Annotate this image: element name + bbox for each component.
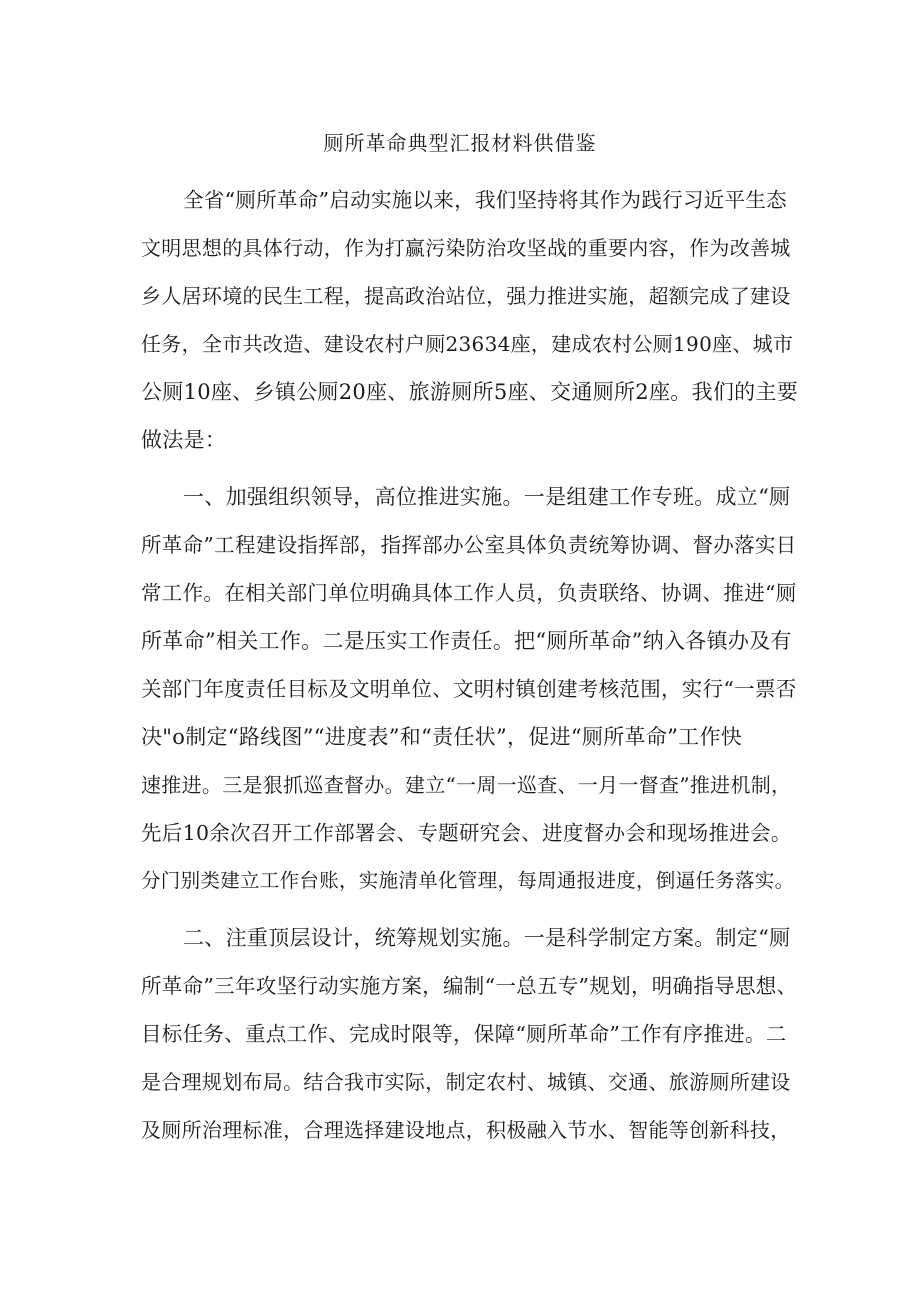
paragraph-1-line-4: 任务，全市共改造、建设农村户厕23634座，建成农村公厕190座、城市 — [141, 332, 794, 356]
paragraph-2-line-2: 所革命”工程建设指挥部，指挥部办公室具体负责统筹协调、督办落实日 — [141, 533, 797, 557]
paragraph-2-line-1: 一、加强组织领导，高位推进实施。一是组建工作专班。成立“厕 — [183, 485, 791, 509]
paragraph-2-line-9: 分门别类建立工作台账，实施清单化管理，每周通报进度，倒逼任务落实。 — [141, 869, 795, 892]
paragraph-3-line-2: 所革命”三年攻坚行动实施方案，编制“一总五专”规划，明确指导思想、 — [141, 974, 798, 998]
paragraph-2-line-8: 先后10余次召开工作部署会、专题研究会、进度督办会和现场推进会。 — [141, 821, 792, 845]
paragraph-2-line-7: 速推进。三是狠抓巡查督办。建立“一周一巡查、一月一督查”推进机制， — [141, 773, 792, 797]
paragraph-3-line-3: 目标任务、重点工作、完成时限等，保障“厕所革命”工作有序推进。二 — [141, 1022, 787, 1046]
paragraph-1-line-1: 全省“厕所革命”启动实施以来，我们坚持将其作为践行习近平生态 — [183, 188, 787, 212]
paragraph-2-line-4: 所革命”相关工作。二是压实工作责任。把“厕所革命”纳入各镇办及有 — [141, 629, 792, 653]
paragraph-1-line-6: 做法是： — [141, 428, 227, 452]
paragraph-2-line-5: 关部门年度责任目标及文明单位、文明村镇创建考核范围，实行“一票否 — [141, 677, 797, 701]
paragraph-1-line-2: 文明思想的具体行动，作为打赢污染防治攻坚战的重要内容，作为改善城 — [141, 236, 791, 260]
paragraph-1-line-5: 公厕10座、乡镇公厕20座、旅游厕所5座、交通厕所2座。我们的主要 — [141, 380, 799, 404]
paragraph-3-line-5: 及厕所治理标准，合理选择建设地点，积极融入节水、智能等创新科技， — [141, 1118, 791, 1142]
paragraph-3-line-1: 二、注重顶层设计，统筹规划实施。一是科学制定方案。制定“厕 — [183, 926, 791, 950]
paragraph-2-line-3: 常工作。在相关部门单位明确具体工作人员，负责联络、协调、推进“厕 — [141, 581, 797, 605]
paragraph-1-line-3: 乡人居环境的民生工程，提高政治站位，强力推进实施，超额完成了建设 — [141, 284, 791, 308]
paragraph-3-line-4: 是合理规划布局。结合我市实际，制定农村、城镇、交通、旅游厕所建设 — [141, 1070, 791, 1094]
paragraph-2-line-6: 决"o制定“路线图”“进度表”和“责任状”，促进“厕所革命”工作快 — [141, 725, 743, 749]
document-title: 厕所革命典型汇报材料供借鉴 — [323, 131, 597, 155]
